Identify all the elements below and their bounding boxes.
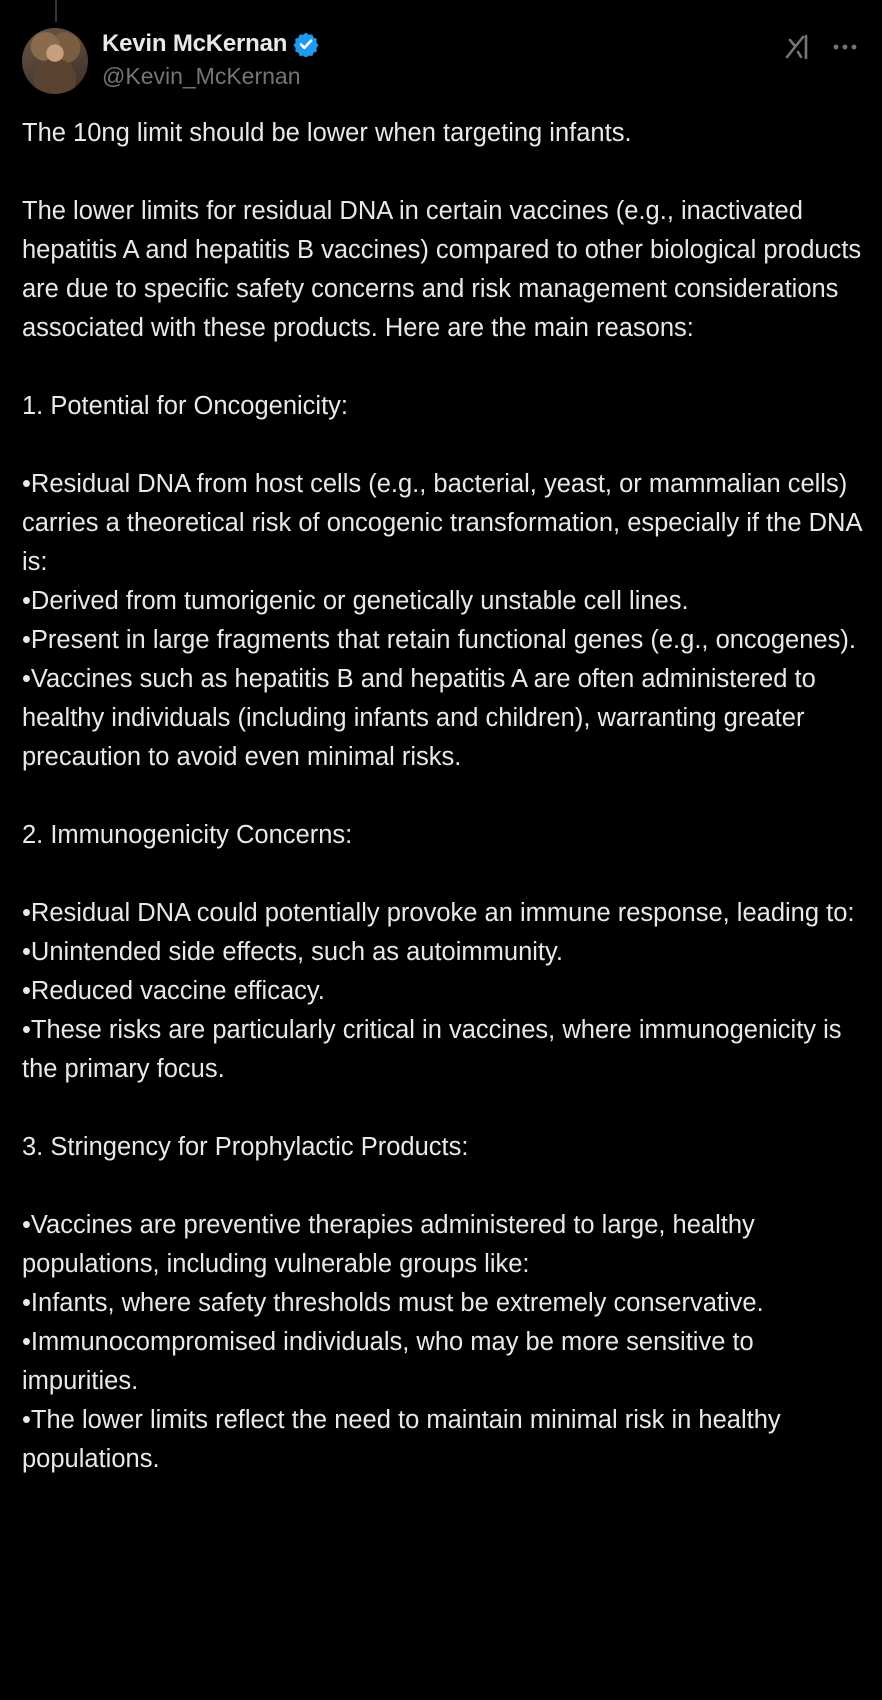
more-options-icon[interactable]: [830, 32, 860, 62]
author-handle[interactable]: @Kevin_McKernan: [102, 63, 301, 89]
tweet-list-immunogenicity: •Residual DNA could potentially provoke an immune response, leading to: •Unintended side effects, such as autoimmunity. •Reduced vaccine efficacy. •These risks are particularly critical in vaccines, where immunogenicity is the primary focus.: [22, 899, 855, 1083]
author-display-name[interactable]: Kevin McKernan: [102, 30, 288, 57]
thread-connector-line: [55, 0, 57, 22]
paragraph-spacer: [22, 348, 862, 387]
avatar[interactable]: [22, 28, 88, 94]
tweet-heading-oncogenicity: 1. Potential for Oncogenicity:: [22, 392, 349, 420]
tweet-list-oncogenicity: •Residual DNA from host cells (e.g., bacterial, yeast, or mammalian cells) carries a theoretical risk of oncogenic transformation, especially if the DNA is: •Derived from tumorigenic or genetically unstable cell lines. •Present in large fragments that retain functional genes (e.g., oncogenes). •Vaccines such as hepatitis B and hepatitis A are often administered to healthy individuals (including infants and children), warranting greater precaution to avoid even minimal risks.: [22, 470, 862, 771]
paragraph-spacer: [22, 1167, 862, 1206]
paragraph-spacer: [22, 426, 862, 465]
tweet-paragraph-intro: The 10ng limit should be lower when targeting infants.: [22, 119, 632, 147]
author-identity: [102, 28, 319, 90]
paragraph-spacer: [22, 777, 862, 816]
tweet-heading-stringency: 3. Stringency for Prophylactic Products:: [22, 1133, 469, 1161]
tweet-paragraph-overview: The lower limits for residual DNA in certain vaccines (e.g., inactivated hepatitis A and hepatitis B vaccines) compared to other biological products are due to specific safety concerns and risk management considerations associated with these products. Here are the main reasons:: [22, 197, 862, 342]
tweet-text: [22, 114, 862, 1479]
author-name-row: [102, 28, 319, 60]
paragraph-spacer: [22, 855, 862, 894]
grok-icon[interactable]: [782, 32, 812, 62]
verified-badge-icon: [293, 31, 319, 57]
header-actions: [782, 32, 860, 62]
paragraph-spacer: [22, 1089, 862, 1128]
paragraph-spacer: [22, 153, 862, 192]
tweet-heading-immunogenicity: 2. Immunogenicity Concerns:: [22, 821, 353, 849]
tweet-header: [22, 28, 860, 96]
tweet-list-stringency: •Vaccines are preventive therapies administered to large, healthy populations, including vulnerable groups like: •Infants, where safety thresholds must be extremely conservative. •Immunocompromised individuals, who may be more sensitive to impurities. •The lower limits reflect the need to maintain minimal risk in healthy populations.: [22, 1211, 781, 1473]
